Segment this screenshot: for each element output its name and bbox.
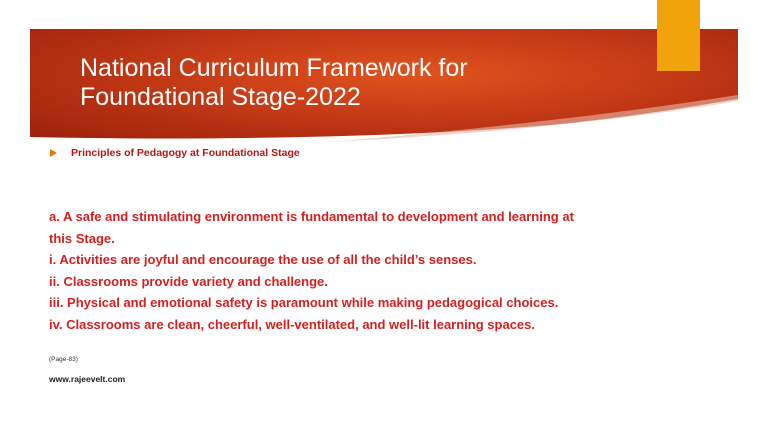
title-line-2: Foundational Stage-2022: [80, 83, 361, 111]
bullet-item: [50, 147, 300, 159]
body-line: iv. Classrooms are clean, cheerful, well-ventilated, and well-lit learning spaces.: [49, 316, 535, 332]
bullet-text: Principles of Pedagogy at Foundational Stage: [71, 147, 300, 159]
accent-tab: [657, 0, 700, 71]
body-line: ii. Classrooms provide variety and challenge.: [49, 273, 328, 289]
body-line: iii. Physical and emotional safety is paramount while making pedagogical choices.: [49, 295, 559, 310]
slide-title: [80, 54, 600, 112]
body-line: this Stage.: [49, 230, 115, 246]
title-line-1: National Curriculum Framework for: [80, 54, 468, 82]
body-line: i. Activities are joyful and encourage the use of all the child’s senses.: [49, 252, 477, 267]
body-text: [49, 206, 689, 335]
body-line: a. A safe and stimulating environment is fundamental to development and learning at: [49, 209, 574, 224]
website-link[interactable]: www.rajeevelt.com: [49, 374, 126, 384]
bullet-arrow-icon: [50, 149, 57, 157]
page-reference: (Page-83): [49, 356, 78, 363]
